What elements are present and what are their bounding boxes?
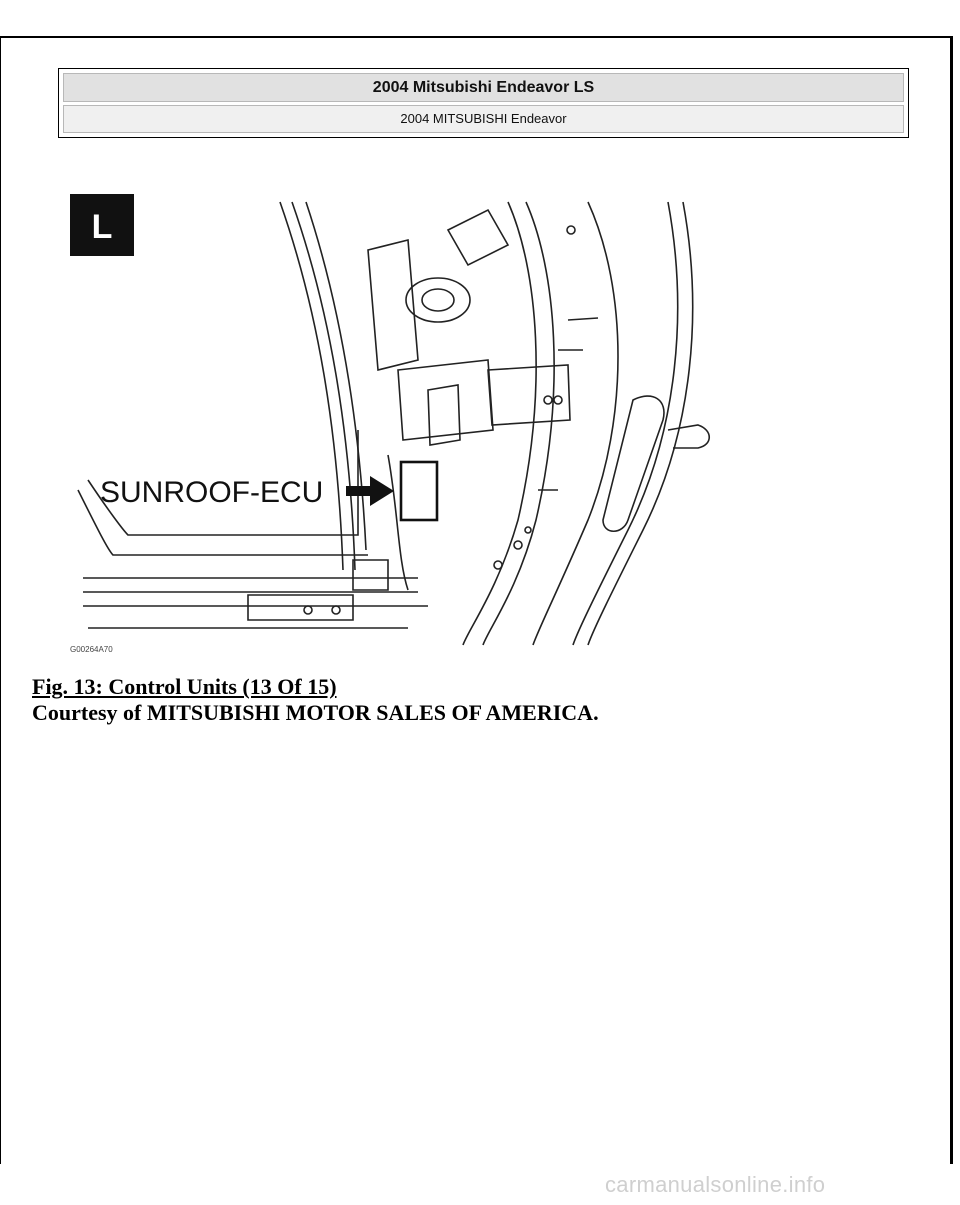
figure-illustration: [68, 190, 728, 655]
figure-courtesy: Courtesy of MITSUBISHI MOTOR SALES OF AMERICA.: [32, 700, 599, 725]
document-title: 2004 Mitsubishi Endeavor LS: [63, 73, 904, 102]
view-letter-label: L: [91, 208, 113, 246]
document-header: [58, 68, 909, 138]
callout-arrow-icon: [346, 476, 394, 506]
document-subtitle: 2004 MITSUBISHI Endeavor: [63, 105, 904, 133]
image-code: G00264A70: [70, 645, 113, 654]
site-watermark: carmanualsonline.info: [605, 1172, 826, 1197]
figure-caption: [32, 674, 912, 726]
sunroof-ecu-callout-label: SUNROOF-ECU: [100, 476, 324, 509]
sunroof-ecu-diagram: [68, 190, 728, 655]
figure-title-link[interactable]: Fig. 13: Control Units (13 Of 15): [32, 674, 337, 699]
ecu-box: [401, 462, 437, 520]
